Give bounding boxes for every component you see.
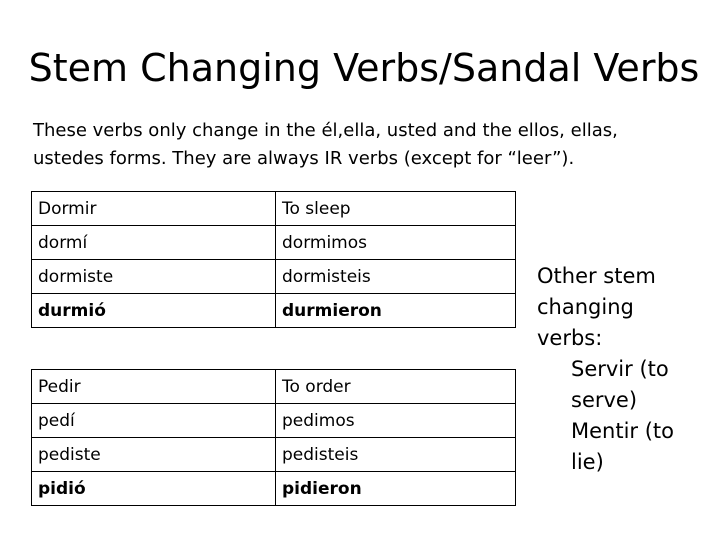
table-cell: dormí xyxy=(32,226,276,260)
table-cell: dormimos xyxy=(276,226,516,260)
intro-line-2: ustedes forms. They are always IR verbs (except for “leer”). xyxy=(33,148,575,169)
dormir-conjugation-table xyxy=(31,191,516,328)
slide-title: Stem Changing Verbs/Sandal Verbs xyxy=(28,46,700,90)
intro-text xyxy=(33,117,723,173)
table-row xyxy=(32,404,516,438)
table-cell: pedisteis xyxy=(276,438,516,472)
side-heading-line: verbs: xyxy=(537,326,603,350)
table-cell: Dormir xyxy=(32,192,276,226)
side-heading-line: Other stem xyxy=(537,264,656,288)
table-cell: pidieron xyxy=(276,472,516,506)
side-heading-line: changing xyxy=(537,295,634,319)
table-cell: dormiste xyxy=(32,260,276,294)
table-cell: To order xyxy=(276,370,516,404)
table-cell: durmieron xyxy=(276,294,516,328)
table-cell: pediste xyxy=(32,438,276,472)
side-item-line: Servir (to xyxy=(571,357,669,381)
table-cell: pedimos xyxy=(276,404,516,438)
table-cell: durmió xyxy=(32,294,276,328)
table-row xyxy=(32,438,516,472)
side-item-line: Mentir (to xyxy=(571,419,675,443)
side-item-line: lie) xyxy=(571,450,604,474)
table-row xyxy=(32,192,516,226)
table-cell: Pedir xyxy=(32,370,276,404)
table-row xyxy=(32,226,516,260)
table-cell: pidió xyxy=(32,472,276,506)
table-cell: pedí xyxy=(32,404,276,438)
table-row xyxy=(32,370,516,404)
table-row xyxy=(32,472,516,506)
table-row xyxy=(32,260,516,294)
side-item-line: serve) xyxy=(571,388,638,412)
table-row xyxy=(32,294,516,328)
table-cell: dormisteis xyxy=(276,260,516,294)
table-cell: To sleep xyxy=(276,192,516,226)
pedir-conjugation-table xyxy=(31,369,516,506)
other-stem-verbs-note xyxy=(537,261,722,478)
intro-line-1: These verbs only change in the él,ella, usted and the ellos, ellas, xyxy=(33,120,618,141)
